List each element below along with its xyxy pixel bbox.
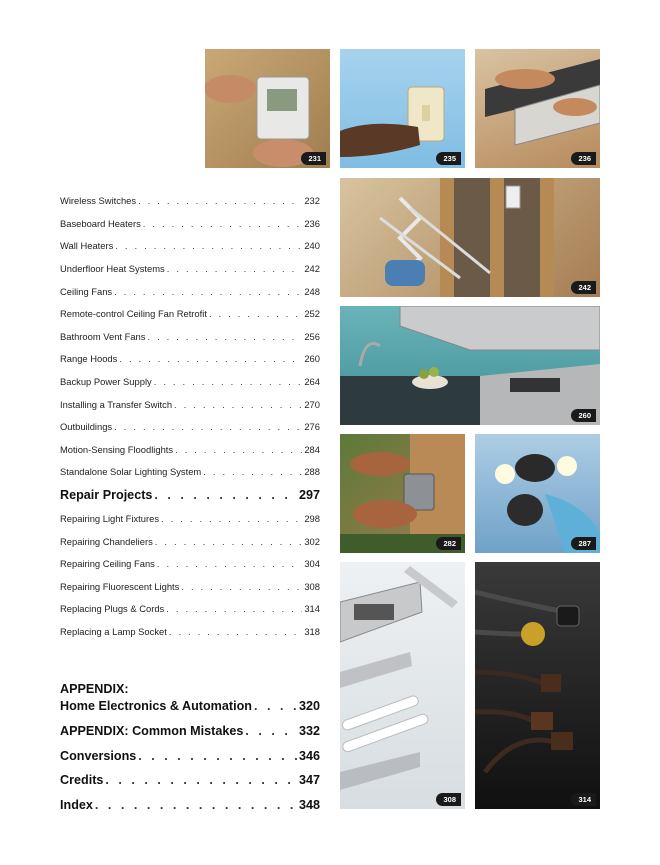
toc-entry[interactable] xyxy=(60,466,320,477)
leader-dots xyxy=(203,466,302,477)
toc-entry[interactable] xyxy=(60,308,320,319)
kitchen-illustration xyxy=(340,306,600,425)
toc-entry-page: 284 xyxy=(304,444,320,455)
toc-entry-title: Baseboard Heaters xyxy=(60,218,141,229)
plugs-illustration xyxy=(475,562,600,809)
fluorescent-illustration xyxy=(340,562,465,809)
page-number-badge: 308 xyxy=(436,793,461,806)
toc-entry-page: 236 xyxy=(304,218,320,229)
toc-entry-page: 260 xyxy=(304,353,320,364)
toc-entry-page: 256 xyxy=(304,331,320,342)
toc-entry[interactable] xyxy=(60,331,320,342)
toc-entry-title: Range Hoods xyxy=(60,353,118,364)
toc-entry[interactable] xyxy=(60,353,320,364)
toc-entry-title: Wall Heaters xyxy=(60,240,114,251)
toc-entry[interactable] xyxy=(60,240,320,251)
toc-entry-title: Replacing a Lamp Socket xyxy=(60,626,167,637)
leader-dots xyxy=(175,444,302,455)
toc-entry-title: Outbuildings xyxy=(60,421,113,432)
toc-back-matter-entry[interactable] xyxy=(60,699,320,713)
toc-entry-title: Backup Power Supply xyxy=(60,376,152,387)
toc-entry-title: Standalone Solar Lighting System xyxy=(60,466,202,477)
toc-back-matter-entry[interactable] xyxy=(60,798,320,812)
toc-entry[interactable] xyxy=(60,195,320,206)
leader-dots xyxy=(166,603,302,614)
toc-back-matter-page: 346 xyxy=(298,749,320,763)
toc-entry-title: Remote-control Ceiling Fan Retrofit xyxy=(60,308,207,319)
leader-dots xyxy=(147,331,302,342)
leader-dots xyxy=(155,536,303,547)
toc-entry-title: Ceiling Fans xyxy=(60,286,113,297)
toc-entry[interactable] xyxy=(60,558,320,569)
toc-entry[interactable] xyxy=(60,536,320,547)
leader-dots xyxy=(143,218,303,229)
toc-section-page: 297 xyxy=(298,488,320,502)
toc-entry[interactable] xyxy=(60,263,320,274)
floodlight-photo xyxy=(475,434,600,553)
toc-entry-title: Underfloor Heat Systems xyxy=(60,263,165,274)
toc-entry-title: Motion-Sensing Floodlights xyxy=(60,444,174,455)
wall-switch-photo xyxy=(340,49,465,168)
toc-back-matter-page: 320 xyxy=(298,699,320,713)
toc-section-repair-projects[interactable] xyxy=(60,488,320,502)
toc-back-matter-page: 332 xyxy=(298,724,320,738)
toc-entry-page: 242 xyxy=(304,263,320,274)
toc-entry[interactable] xyxy=(60,444,320,455)
toc-entry-title: Repairing Ceiling Fans xyxy=(60,558,155,569)
thermostat-photo xyxy=(205,49,330,168)
leader-dots xyxy=(174,399,302,410)
toc-back-matter-entry[interactable] xyxy=(60,773,320,787)
toc-back-matter-page: 347 xyxy=(298,773,320,787)
toc-entry[interactable] xyxy=(60,376,320,387)
leader-dots xyxy=(138,749,297,763)
heater-illustration xyxy=(475,49,600,168)
toc-entry-page: 276 xyxy=(304,421,320,432)
page-number-badge: 231 xyxy=(301,152,326,165)
page-number-badge: 236 xyxy=(571,152,596,165)
page-number-badge: 242 xyxy=(571,281,596,294)
toc-back-matter-page: 348 xyxy=(298,798,320,812)
toc-entry[interactable] xyxy=(60,581,320,592)
toc-back-matter-title: Conversions xyxy=(60,749,137,763)
toc-entry-page: 270 xyxy=(304,399,320,410)
outbuilding-wiring-photo xyxy=(340,434,465,553)
leader-dots xyxy=(119,353,302,364)
leader-dots xyxy=(167,263,303,274)
toc-entry-page: 314 xyxy=(304,603,320,614)
leader-dots xyxy=(95,798,297,812)
underfloor-heat-photo xyxy=(340,178,600,297)
leader-dots xyxy=(105,773,297,787)
underfloor-illustration xyxy=(340,178,600,297)
leader-dots xyxy=(115,240,302,251)
toc-entry[interactable] xyxy=(60,286,320,297)
plugs-cords-photo xyxy=(475,562,600,809)
toc-entry-page: 298 xyxy=(304,513,320,524)
toc-back-matter-title: APPENDIX: Common Mistakes xyxy=(60,724,244,738)
range-hood-photo xyxy=(340,306,600,425)
toc-entry-page: 240 xyxy=(304,240,320,251)
toc-entry-page: 264 xyxy=(304,376,320,387)
toc-entry[interactable] xyxy=(60,626,320,637)
toc-entry-title: Installing a Transfer Switch xyxy=(60,399,173,410)
toc-entry-page: 308 xyxy=(304,581,320,592)
leader-dots xyxy=(154,488,297,502)
toc-entry[interactable] xyxy=(60,218,320,229)
leader-dots xyxy=(181,581,302,592)
toc-entry[interactable] xyxy=(60,513,320,524)
leader-dots xyxy=(157,558,303,569)
page-number-badge: 260 xyxy=(571,409,596,422)
toc-entry-page: 302 xyxy=(304,536,320,547)
toc-entry-page: 232 xyxy=(304,195,320,206)
leader-dots xyxy=(209,308,302,319)
leader-dots xyxy=(114,421,302,432)
toc-entry[interactable] xyxy=(60,421,320,432)
toc-entry-title: Replacing Plugs & Cords xyxy=(60,603,165,614)
leader-dots xyxy=(161,513,302,524)
toc-entry[interactable] xyxy=(60,399,320,410)
toc-section-title: Repair Projects xyxy=(60,488,153,502)
outbuilding-illustration xyxy=(340,434,465,553)
toc-entry-title: Repairing Light Fixtures xyxy=(60,513,160,524)
toc-entry-page: 252 xyxy=(304,308,320,319)
toc-entry-title: Wireless Switches xyxy=(60,195,137,206)
leader-dots xyxy=(114,286,302,297)
leader-dots xyxy=(245,724,297,738)
page-number-badge: 282 xyxy=(436,537,461,550)
page-number-badge: 314 xyxy=(571,793,596,806)
toc-entry-page: 304 xyxy=(304,558,320,569)
baseboard-heater-photo xyxy=(475,49,600,168)
switch-illustration xyxy=(340,49,465,168)
leader-dots xyxy=(138,195,302,206)
leader-dots xyxy=(254,699,297,713)
toc-entry[interactable] xyxy=(60,603,320,614)
toc-back-matter-entry[interactable] xyxy=(60,724,320,738)
toc-entry-page: 288 xyxy=(304,466,320,477)
fluorescent-light-photo xyxy=(340,562,465,809)
leader-dots xyxy=(154,376,303,387)
page-number-badge: 235 xyxy=(436,152,461,165)
page-number-badge: 287 xyxy=(571,537,596,550)
floodlight-illustration xyxy=(475,434,600,553)
thermostat-illustration xyxy=(205,49,330,168)
appendix-label: APPENDIX: xyxy=(60,682,129,696)
toc-entry-title: Repairing Fluorescent Lights xyxy=(60,581,180,592)
toc-back-matter-entry[interactable] xyxy=(60,749,320,763)
toc-entry-page: 318 xyxy=(304,626,320,637)
toc-back-matter-title: Home Electronics & Automation xyxy=(60,699,252,713)
toc-back-matter-title: Index xyxy=(60,798,93,812)
toc-back-matter-title: Credits xyxy=(60,773,104,787)
toc-entry-title: Repairing Chandeliers xyxy=(60,536,153,547)
toc-entry-title: Bathroom Vent Fans xyxy=(60,331,146,342)
leader-dots xyxy=(169,626,303,637)
toc-entry-page: 248 xyxy=(304,286,320,297)
